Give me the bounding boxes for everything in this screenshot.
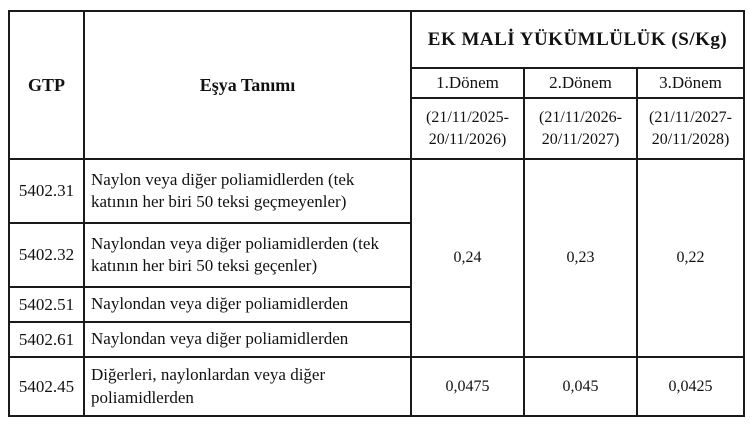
col-header-gtp: GTP xyxy=(9,11,84,159)
gtp-cell: 5402.51 xyxy=(9,287,84,322)
range-line: (21/11/2025- xyxy=(426,108,509,126)
col-header-donem-1-range xyxy=(411,98,524,159)
desc-cell: Diğerleri, naylonlardan veya diğer poliamidlerden xyxy=(84,357,411,416)
gtp-cell: 5402.31 xyxy=(9,159,84,223)
value-cell-donem-3-merged: 0,22 xyxy=(637,159,744,357)
col-header-esya-tanimi: Eşya Tanımı xyxy=(84,11,411,159)
range-line: 20/11/2028) xyxy=(651,130,730,148)
range-line: (21/11/2026- xyxy=(539,108,622,126)
range-line: (21/11/2027- xyxy=(649,108,732,126)
col-header-donem-3: 3.Dönem xyxy=(637,68,744,98)
gtp-cell: 5402.32 xyxy=(9,223,84,287)
desc-cell: Naylondan veya diğer poliamidlerden xyxy=(84,287,411,322)
col-header-donem-2: 2.Dönem xyxy=(524,68,637,98)
range-line: 20/11/2027) xyxy=(541,130,620,148)
col-header-donem-1: 1.Dönem xyxy=(411,68,524,98)
table-row xyxy=(9,159,744,223)
tariff-table xyxy=(8,10,745,417)
col-header-donem-3-range xyxy=(637,98,744,159)
range-line: 20/11/2026) xyxy=(428,130,507,148)
desc-cell: Naylondan veya diğer poliamidlerden xyxy=(84,322,411,357)
col-header-ek-mali-yukumluluk: EK MALİ YÜKÜMLÜLÜK (S/Kg) xyxy=(411,11,744,68)
value-cell-donem-1: 0,0475 xyxy=(411,357,524,416)
gtp-cell: 5402.61 xyxy=(9,322,84,357)
value-cell-donem-3: 0,0425 xyxy=(637,357,744,416)
table-row xyxy=(9,357,744,416)
desc-cell: Naylon veya diğer poliamidlerden (tek katının her biri 50 teksi geçmeyenler) xyxy=(84,159,411,223)
value-cell-donem-1-merged: 0,24 xyxy=(411,159,524,357)
header-row-main xyxy=(9,11,744,68)
col-header-donem-2-range xyxy=(524,98,637,159)
gtp-cell: 5402.45 xyxy=(9,357,84,416)
value-cell-donem-2: 0,045 xyxy=(524,357,637,416)
desc-cell: Naylondan veya diğer poliamidlerden (tek katının her biri 50 teksi geçenler) xyxy=(84,223,411,287)
value-cell-donem-2-merged: 0,23 xyxy=(524,159,637,357)
